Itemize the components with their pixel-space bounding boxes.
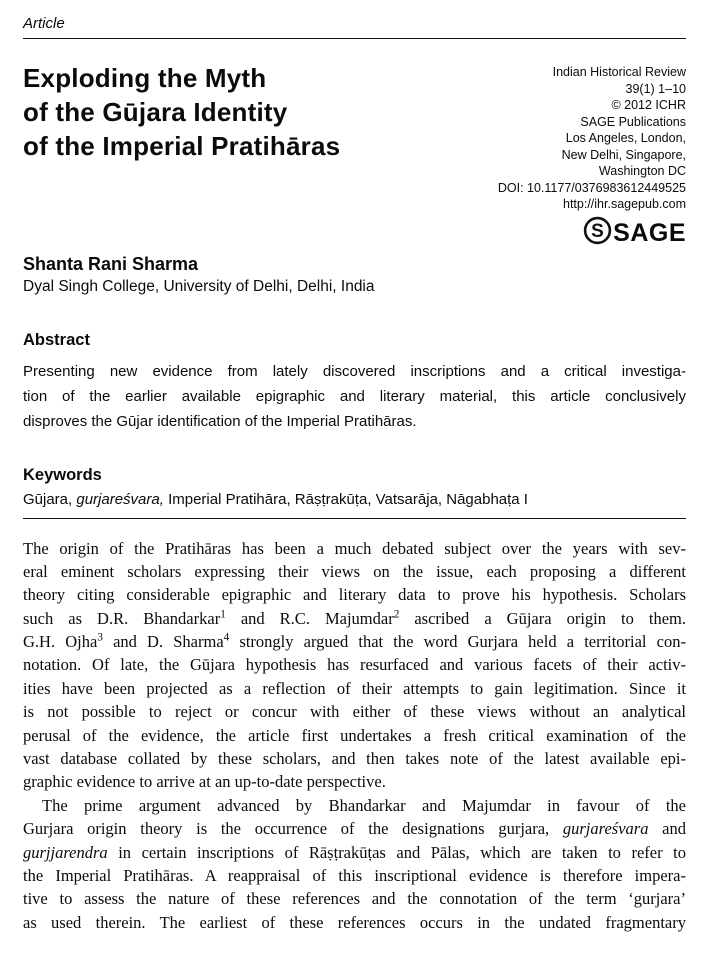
section-rule (23, 518, 686, 519)
article-body (23, 537, 686, 935)
title-line: of the Gūjara Identity (23, 97, 288, 127)
sage-circle-s-icon (583, 216, 612, 250)
abstract-heading: Abstract (23, 330, 90, 349)
journal-cities-line: Washington DC (598, 164, 686, 178)
text-line: G.H. Ojha$^3$ and D. Sharma$^4$ strongly argued that the word Gurjara held a territorial con- (23, 631, 686, 652)
text-line: as used therein. The earliest of these references occurs in the undated fragmentary (23, 912, 686, 932)
journal-copyright: © 2012 ICHR (611, 98, 686, 112)
journal-name: Indian Historical Review (552, 65, 686, 79)
journal-cities-line: Los Angeles, London, (565, 131, 686, 145)
journal-volume-pages: 39(1) 1–10 (625, 81, 686, 96)
text-line: tion of the earlier available epigraphic and literary material, this article conclusively (23, 387, 686, 405)
text-line: ities have been projected as a reflection of their attempts to gain legitimation. Since it (23, 678, 686, 698)
journal-publisher: SAGE Publications (580, 114, 686, 129)
journal-doi: DOI: 10.1177/0376983612449525 (497, 180, 686, 195)
abstract-text (23, 359, 686, 434)
author-name: Shanta Rani Sharma (23, 253, 199, 274)
text-line: disproves the Gūjar identification of the Imperial Pratihāras. (23, 412, 417, 430)
journal-url-link[interactable]: http://ihr.sagepub.com (563, 197, 686, 211)
keywords-heading: Keywords (23, 465, 102, 484)
header-rule (23, 38, 686, 39)
header-row (23, 61, 686, 250)
text-line: eral eminent scholars expressing their views on the issue, each proposing a different (23, 561, 686, 581)
article-type-label: Article (23, 15, 65, 32)
text-line: theory citing considerable epigraphic and literary data to prove his hypothesis. Scholars (23, 585, 686, 605)
text-line: is not possible to reject or concur with either of these views without an analytical (23, 702, 686, 722)
text-line: The origin of the Pratihāras has been a much debated subject over the years with sev- (23, 538, 686, 558)
journal-info-column (498, 61, 686, 250)
title-line: of the Imperial Pratihāras (23, 131, 341, 161)
body-paragraph (23, 794, 686, 934)
text-line: such as D.R. Bhandarkar$^1$ and R.C. Majumdar$^2$ ascribed a Gūjara origin to them. (23, 608, 686, 628)
text-line: vast database collated by these scholars, and then takes note of the latest available epi- (23, 749, 686, 769)
text-line: graphic evidence to arrive at an up-to-date perspective. (23, 772, 386, 792)
journal-info (498, 64, 686, 213)
text-line: gurjjarendra in certain inscriptions of Rāṣṭrakūṭas and Pālas, which are taken to refer to (23, 842, 686, 862)
author-block (23, 252, 686, 297)
text-line: perusal of the evidence, the article first undertakes a fresh critical examination of the (23, 725, 686, 745)
title-line: Exploding the Myth (23, 63, 267, 93)
text-line: the Imperial Pratihāras. A reappraisal of this inscriptional evidence is therefore impera- (23, 865, 686, 885)
text-line: notation. Of late, the Gūjara hypothesis has resurfaced and various facets of their activ- (23, 655, 686, 675)
sage-logo (498, 216, 686, 250)
svg-text:S: S (591, 220, 604, 242)
author-affiliation: Dyal Singh College, University of Delhi, Delhi, India (23, 277, 375, 295)
text-line: The prime argument advanced by Bhandarkar and Majumdar in favour of the (42, 795, 686, 815)
text-line: Presenting new evidence from lately discovered inscriptions and a critical investiga- (23, 362, 686, 380)
sage-logo-text: SAGE (613, 218, 686, 247)
keywords-text: Gūjara, gurjareśvara, Imperial Pratihāra, Rāṣṭrakūṭa, Vatsarāja, Nāgabhaṭa I (23, 490, 528, 508)
text-line: Gurjara origin theory is the occurrence of the designations gurjara, gurjareśvara and (23, 819, 686, 839)
text-line: tive to assess the nature of these references and the connotation of the term ‘gurjara’ (23, 889, 686, 909)
journal-cities-line: New Delhi, Singapore, (561, 147, 686, 162)
article-title (23, 61, 340, 250)
body-paragraph (23, 537, 686, 794)
